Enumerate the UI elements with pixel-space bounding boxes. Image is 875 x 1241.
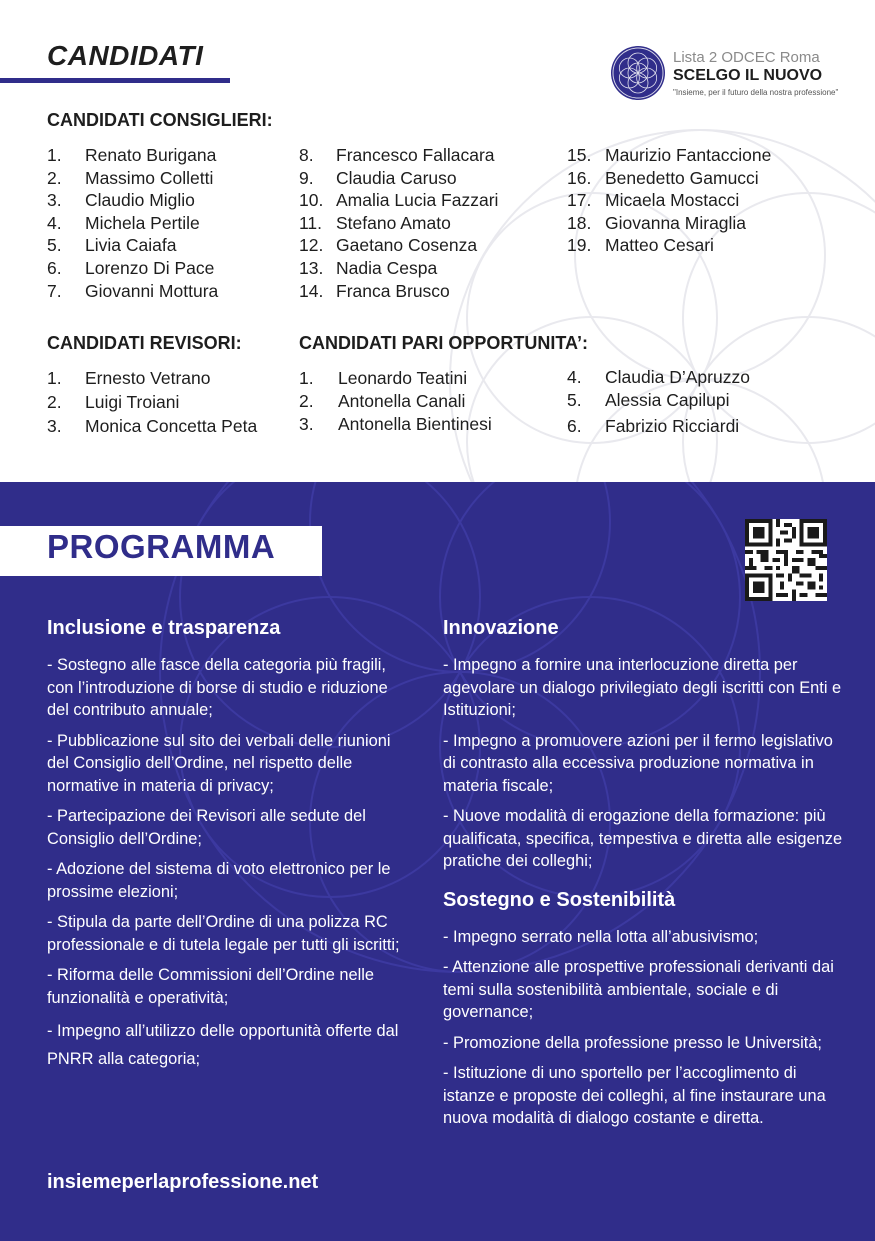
list-item: 14. Franca Brusco: [299, 280, 450, 301]
inclusione-heading: Inclusione e trasparenza: [47, 617, 281, 639]
logo-slogan: SCELGO IL NUOVO: [673, 67, 823, 84]
consiglieri-column-2: [299, 144, 559, 302]
list-item: 10. Amalia Lucia Fazzari: [299, 190, 499, 211]
list-item: 1. Renato Burigana: [47, 145, 217, 165]
flower-of-life-icon: [611, 46, 665, 100]
candidati-section: [0, 0, 875, 482]
list-item: 2. Luigi Troiani: [47, 392, 180, 412]
pari-opportunita-column-1: [299, 367, 559, 436]
program-item: - Impegno a promuovere azioni per il fermo legislativo di contrasto alla eccessiva produzione normativa in materia fiscale;: [443, 731, 833, 795]
program-item: - Impegno all’utilizzo delle opportunità offerte dal PNRR alla categoria;: [47, 1022, 399, 1068]
pari-opportunita-column-2: [567, 366, 827, 438]
revisori-list: [47, 367, 287, 439]
list-item: 1. Ernesto Vetrano: [47, 368, 211, 388]
program-item: - Sostegno alle fasce della categoria più fragili, con l’introduzione di borse di studio e riduzione del contributo annuale;: [47, 656, 388, 719]
list-item: 3. Claudio Miglio: [47, 190, 195, 211]
innovazione-column: [443, 617, 843, 1130]
program-item: - Nuove modalità di erogazione della formazione: più qualificata, specifica, tempestiva e diretta alle esigenze pratiche dei colleghi;: [443, 807, 843, 870]
list-item: 6. Fabrizio Ricciardi: [567, 416, 740, 436]
consiglieri-heading: CANDIDATI CONSIGLIERI:: [47, 110, 273, 130]
list-item: 5. Livia Caiafa: [47, 235, 177, 256]
list-item: 4. Claudia D’Apruzzo: [567, 367, 750, 387]
program-item: - Istituzione di uno sportello per l’accoglimento di istanze e proposte dei colleghi, al fine instaurare una nuova modalità di dialogo costante e diretta.: [443, 1064, 826, 1127]
program-item: - Stipula da parte dell’Ordine di una polizza RC professionale e di tutela legale per tutti gli iscritti;: [47, 913, 400, 954]
list-item: 5. Alessia Capilupi: [567, 390, 730, 410]
logo-tagline: "Insieme, per il futuro della nostra professione": [673, 88, 839, 97]
program-item: - Riforma delle Commissioni dell’Ordine nelle funzionalità e operatività;: [47, 966, 375, 1007]
list-item: 13. Nadia Cespa: [299, 257, 438, 278]
program-item: - Impegno a fornire una interlocuzione diretta per agevolare un dialogo privilegiato degli iscritti con Enti e Istituzioni;: [443, 656, 842, 719]
candidati-title: CANDIDATI: [47, 40, 204, 71]
title-underline: [0, 78, 230, 83]
qr-code-icon[interactable]: [745, 519, 827, 601]
list-item: 15. Maurizio Fantaccione: [567, 145, 772, 165]
list-item: 4. Michela Pertile: [47, 212, 200, 233]
sostegno-heading: Sostegno e Sostenibilità: [443, 888, 676, 911]
program-item: - Pubblicazione sul sito dei verbali delle riunioni del Consiglio dell’Ordine, nel rispetto delle normative in materia di privacy;: [47, 731, 391, 795]
pari-opportunita-heading: CANDIDATI PARI OPPORTUNITA’:: [299, 333, 588, 353]
revisori-heading: CANDIDATI REVISORI:: [47, 333, 242, 353]
list-item: 9. Claudia Caruso: [299, 167, 457, 188]
list-item: 11. Stefano Amato: [299, 212, 451, 233]
consiglieri-column-1: [47, 144, 287, 302]
list-item: 2. Massimo Colletti: [47, 167, 214, 188]
program-item: - Partecipazione dei Revisori alle sedute del Consiglio dell’Ordine;: [47, 807, 366, 848]
list-item: 8. Francesco Fallacara: [299, 145, 495, 165]
list-item: 16. Benedetto Gamucci: [567, 167, 759, 188]
list-item: 17. Micaela Mostacci: [567, 190, 740, 211]
list-item: 6. Lorenzo Di Pace: [47, 257, 215, 278]
program-item: - Adozione del sistema di voto elettronico per le prossime elezioni;: [47, 860, 391, 901]
list-item: 1. Leonardo Teatini: [299, 368, 468, 388]
list-logo: [611, 46, 841, 102]
list-item: 18. Giovanna Miraglia: [567, 212, 747, 233]
list-item: 12. Gaetano Cosenza: [299, 235, 478, 256]
list-item: 19. Matteo Cesari: [567, 235, 714, 256]
list-item: 3. Antonella Bientinesi: [299, 414, 492, 434]
program-item: - Impegno serrato nella lotta all’abusivismo;: [443, 927, 759, 946]
programma-title: PROGRAMMA: [47, 528, 276, 565]
program-item: - Attenzione alle prospettive professionali derivanti dai temi sulla sostenibilità ambientale, sociale e di governance;: [443, 958, 834, 1021]
consiglieri-column-3: [567, 144, 827, 257]
website-link[interactable]: insiemeperlaprofessione.net: [47, 1171, 319, 1193]
list-item: 3. Monica Concetta Peta: [47, 416, 258, 436]
list-item: 2. Antonella Canali: [299, 391, 466, 411]
innovazione-heading: Innovazione: [443, 617, 559, 639]
logo-list-name: Lista 2 ODCEC Roma: [673, 49, 820, 66]
inclusione-column: [47, 617, 407, 1073]
program-item: - Promozione della professione presso le Università;: [443, 1033, 822, 1052]
list-item: 7. Giovanni Mottura: [47, 280, 219, 301]
